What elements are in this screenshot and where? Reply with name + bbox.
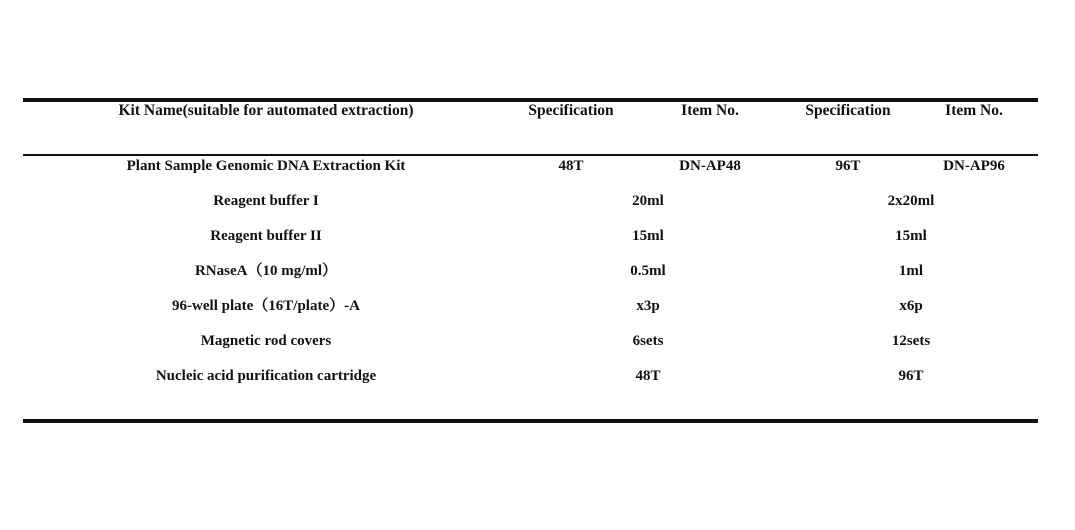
kit-item-96-cell: DN-AP96 [943, 158, 1005, 174]
table-header-rule [23, 154, 1038, 156]
component-name-cell: Reagent buffer II [210, 228, 322, 244]
component-qty-48-cell: 15ml [632, 228, 664, 244]
kit-spec-96-cell: 96T [835, 158, 861, 174]
component-qty-96-cell: 15ml [895, 228, 927, 244]
component-name-cell: RNaseA（10 mg/ml） [194, 263, 338, 279]
component-name-cell: 96-well plate（16T/plate）-A [172, 298, 360, 314]
header-item-no-96: Item No. [945, 102, 1003, 119]
kit-item-48-cell: DN-AP48 [679, 158, 741, 174]
component-qty-96-cell: 96T [898, 368, 924, 384]
component-name-cell: Nucleic acid purification cartridge [155, 368, 377, 384]
header-specification-96: Specification [805, 102, 891, 119]
kit-name-cell: Plant Sample Genomic DNA Extraction Kit [126, 158, 406, 174]
component-qty-96-cell: 12sets [891, 333, 931, 349]
table-bottom-rule [23, 419, 1038, 423]
header-item-no-48: Item No. [681, 102, 739, 119]
component-qty-48-cell: x3p [636, 298, 660, 314]
kit-spec-48-cell: 48T [558, 158, 584, 174]
component-qty-96-cell: 1ml [898, 263, 924, 279]
header-specification-48: Specification [528, 102, 614, 119]
component-qty-48-cell: 0.5ml [630, 263, 666, 279]
component-name-cell: Magnetic rod covers [200, 333, 332, 349]
component-qty-48-cell: 6sets [632, 333, 664, 349]
component-qty-48-cell: 48T [635, 368, 661, 384]
header-kit-name: Kit Name(suitable for automated extraction) [118, 102, 414, 119]
component-name-cell: Reagent buffer I [213, 193, 319, 209]
component-qty-96-cell: x6p [899, 298, 923, 314]
component-qty-96-cell: 2x20ml [887, 193, 935, 209]
component-qty-48-cell: 20ml [632, 193, 664, 209]
